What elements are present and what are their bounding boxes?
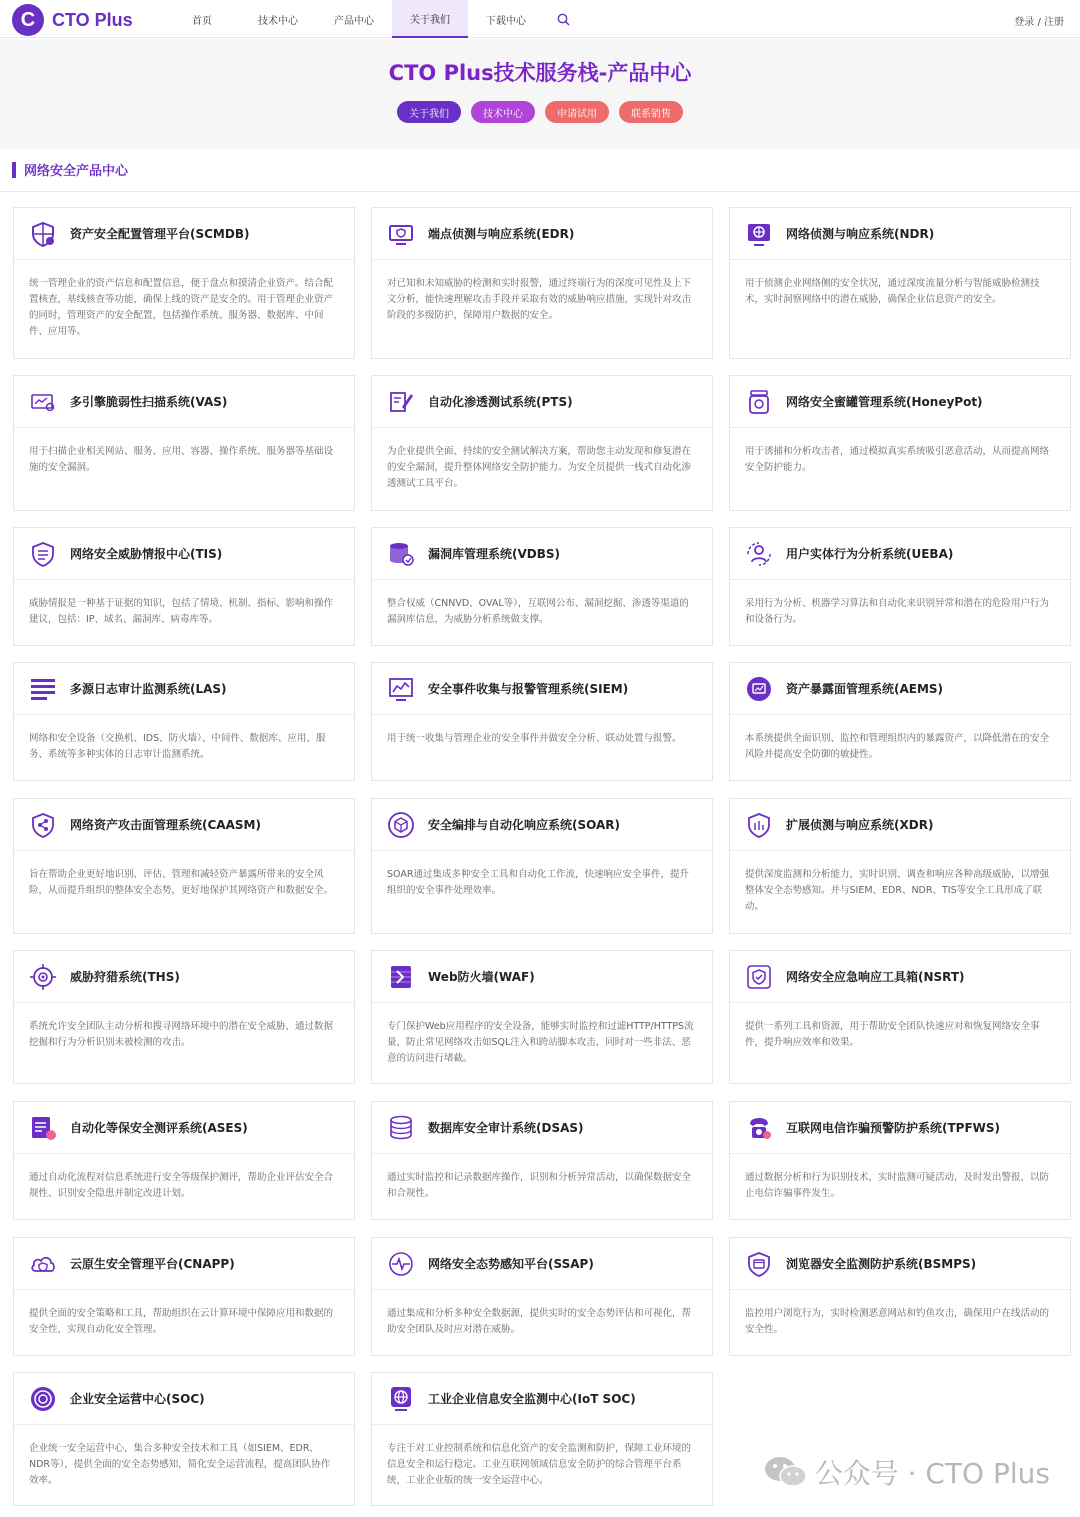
product-card-header bbox=[730, 1238, 1070, 1290]
product-card[interactable] bbox=[13, 662, 355, 781]
product-card-description: 通过集成和分析多种安全数据源，提供实时的安全态势评估和可视化，帮助安全团队及时应对潜在威胁。 bbox=[387, 1308, 692, 1335]
about-us-button[interactable]: 关于我们 bbox=[397, 101, 461, 123]
logo-text: CTO Plus bbox=[52, 9, 133, 30]
situation-pulse-icon bbox=[387, 1250, 415, 1278]
product-card-header bbox=[372, 208, 712, 260]
product-card-header bbox=[372, 376, 712, 428]
event-chart-icon bbox=[387, 675, 415, 703]
database-audit-icon bbox=[387, 1114, 415, 1142]
pentest-icon bbox=[387, 388, 415, 416]
product-card-header bbox=[372, 799, 712, 851]
product-card-header bbox=[372, 1238, 712, 1290]
honeypot-icon bbox=[745, 388, 773, 416]
browser-shield-icon bbox=[745, 1250, 773, 1278]
logo[interactable] bbox=[12, 4, 133, 36]
tech-center-button[interactable]: 技术中心 bbox=[471, 101, 535, 123]
product-card-title[interactable]: Web防火墙(WAF) bbox=[428, 970, 535, 984]
product-card[interactable] bbox=[371, 1372, 713, 1506]
product-card[interactable] bbox=[13, 950, 355, 1084]
product-card[interactable] bbox=[13, 1237, 355, 1356]
product-card[interactable] bbox=[371, 950, 713, 1084]
product-card-title[interactable]: 网络侦测与响应系统(NDR) bbox=[786, 227, 935, 241]
product-card-title[interactable]: 扩展侦测与响应系统(XDR) bbox=[786, 818, 934, 832]
endpoint-monitor-icon bbox=[387, 220, 415, 248]
product-card-description: 统一管理企业的资产信息和配置信息，便于盘点和摸清企业资产。结合配置核查，基线核查等功能，确保上线的资产是安全的。用于管理企业资产的同时，管理资产的安全配置，包括操作系统、服务器、数据库、中间件、应用等。 bbox=[29, 278, 334, 337]
product-card-header bbox=[14, 1238, 354, 1290]
threat-intel-icon bbox=[29, 540, 57, 568]
section-title: 网络安全产品中心 bbox=[24, 164, 129, 179]
product-card-header bbox=[14, 528, 354, 580]
product-card[interactable] bbox=[13, 527, 355, 646]
log-list-icon bbox=[29, 675, 57, 703]
product-card[interactable] bbox=[371, 207, 713, 359]
product-card-title[interactable]: 资产安全配置管理平台(SCMDB) bbox=[70, 227, 250, 241]
product-card-title[interactable]: 网络安全态势感知平台(SSAP) bbox=[428, 1257, 594, 1271]
product-card-title[interactable]: 云原生安全管理平台(CNAPP) bbox=[70, 1257, 235, 1271]
nav-tech-center[interactable]: 技术中心 bbox=[258, 15, 298, 27]
product-card-header bbox=[730, 951, 1070, 1003]
product-card-description: 提供全面的安全策略和工具，帮助组织在云计算环境中保障应用和数据的安全性，实现自动化安全管理。 bbox=[29, 1308, 334, 1335]
product-card-title[interactable]: 互联网电信诈骗预警防护系统(TPFWS) bbox=[786, 1121, 1001, 1135]
wechat-icon bbox=[763, 1454, 807, 1490]
product-card-header bbox=[14, 1373, 354, 1425]
product-card[interactable] bbox=[729, 207, 1071, 359]
network-monitor-icon bbox=[745, 220, 773, 248]
nav-home[interactable]: 首页 bbox=[192, 15, 212, 27]
product-card-description: 通过实时监控和记录数据库操作，识别和分析异常活动，以确保数据安全和合规性。 bbox=[387, 1172, 692, 1199]
product-card-header bbox=[730, 1102, 1070, 1154]
product-card-header bbox=[14, 376, 354, 428]
product-card-header bbox=[14, 799, 354, 851]
hero-banner bbox=[0, 39, 1080, 149]
product-card-description: 提供一系列工具和资源，用于帮助安全团队快速应对和恢复网络安全事件，提升响应效率和效果。 bbox=[745, 1021, 1040, 1048]
product-card[interactable] bbox=[729, 527, 1071, 646]
iot-globe-icon bbox=[387, 1385, 415, 1413]
product-card-description: 为企业提供全面、持续的安全测试解决方案，帮助您主动发现和修复潜在的安全漏洞，提升整体网络安全防护能力。为安全员提供一栈式自动化渗透测试工具平台。 bbox=[387, 446, 692, 489]
product-card-title[interactable]: 自动化渗透测试系统(PTS) bbox=[428, 395, 573, 409]
product-card-header bbox=[372, 528, 712, 580]
attack-surface-icon bbox=[29, 811, 57, 839]
login-register-link[interactable]: 登录 / 注册 bbox=[1014, 17, 1064, 28]
product-card[interactable] bbox=[13, 375, 355, 511]
firewall-icon bbox=[387, 963, 415, 991]
user-behavior-icon bbox=[745, 540, 773, 568]
product-card[interactable] bbox=[729, 662, 1071, 781]
product-card-title[interactable]: 网络安全蜜罐管理系统(HoneyPot) bbox=[786, 395, 983, 409]
product-card-title[interactable]: 端点侦测与响应系统(EDR) bbox=[428, 227, 575, 241]
product-card-title[interactable]: 多引擎脆弱性扫描系统(VAS) bbox=[70, 395, 228, 409]
product-card-title[interactable]: 多源日志审计监测系统(LAS) bbox=[70, 682, 227, 696]
product-card-description: 通过数据分析和行为识别技术，实时监测可疑活动，及时发出警报，以防止电信诈骗事件发生。 bbox=[745, 1172, 1050, 1199]
target-icon bbox=[29, 963, 57, 991]
product-card-title[interactable]: 漏洞库管理系统(VDBS) bbox=[428, 547, 561, 561]
product-card-header bbox=[14, 951, 354, 1003]
product-card[interactable] bbox=[371, 1237, 713, 1356]
product-card-description: 专注于对工业控制系统和信息化资产的安全监测和防护，保障工业环境的信息安全和运行稳定。工业互联网领域信息安全防护的综合管理平台系统，工业企业版的统一安全运营中心。 bbox=[387, 1443, 692, 1486]
product-card[interactable] bbox=[13, 207, 355, 359]
product-card-header bbox=[730, 799, 1070, 851]
product-card[interactable] bbox=[729, 1101, 1071, 1220]
section-divider bbox=[0, 191, 1080, 192]
product-card-description: 采用行为分析、机器学习算法和自动化来识别异常和潜在的危险用户行为和设备行为。 bbox=[745, 598, 1050, 625]
product-card-description: 用于诱捕和分析攻击者，通过模拟真实系统吸引恶意活动，从而提高网络安全防护能力。 bbox=[745, 446, 1050, 473]
product-card-description: SOAR通过集成多种安全工具和自动化工作流，快速响应安全事件，提升组织的安全事件处理效率。 bbox=[387, 869, 689, 896]
watermark-text: 公众号 · CTO Plus bbox=[814, 1457, 1050, 1490]
search-icon[interactable] bbox=[544, 0, 582, 38]
product-card-description: 网络和安全设备（交换机、IDS、防火墙）、中间件、数据库、应用、服务、系统等多种实体的日志审计监测系统。 bbox=[29, 733, 326, 760]
contact-sales-button[interactable]: 联系销售 bbox=[619, 101, 683, 123]
section-bar bbox=[12, 162, 16, 178]
nav-download-center[interactable]: 下载中心 bbox=[486, 15, 526, 27]
product-card-header bbox=[730, 663, 1070, 715]
product-card-description: 整合权威（CNNVD、OVAL等），互联网公布、漏洞挖掘、渗透等渠道的漏洞库信息，为威胁分析系统做支撑。 bbox=[387, 598, 689, 625]
product-card[interactable] bbox=[371, 798, 713, 934]
nav-product-center[interactable]: 产品中心 bbox=[334, 15, 374, 27]
product-card[interactable] bbox=[371, 527, 713, 646]
product-card-description: 监控用户浏览行为，实时检测恶意网站和钓鱼攻击，确保用户在线活动的安全性。 bbox=[745, 1308, 1050, 1335]
product-card-description: 对已知和未知威胁的检测和实时报警，通过终端行为的深度可见性及上下文分析，能快速理解攻击手段并采取有效的威胁响应措施，实现针对攻击阶段的多级防护，保障用户数据的安全。 bbox=[387, 278, 692, 321]
product-card-title[interactable]: 自动化等保安全测评系统(ASES) bbox=[70, 1121, 248, 1135]
compliance-icon bbox=[29, 1114, 57, 1142]
product-card-description: 用于统一收集与管理企业的安全事件并做安全分析、联动处置与报警。 bbox=[387, 733, 682, 744]
product-card-title[interactable]: 安全事件收集与报警管理系统(SIEM) bbox=[428, 682, 629, 696]
product-card-description: 专门保护Web应用程序的安全设备，能够实时监控和过滤HTTP/HTTPS流量，防止常见网络攻击如SQL注入和跨站脚本攻击，同时对一些非法、恶意的访问进行堵截。 bbox=[387, 1021, 694, 1064]
product-card-title[interactable]: 工业企业信息安全监测中心(IoT SOC) bbox=[428, 1392, 636, 1406]
product-card-title[interactable]: 网络安全应急响应工具箱(NSRT) bbox=[786, 970, 965, 984]
product-card-header bbox=[730, 376, 1070, 428]
product-card-title[interactable]: 网络资产攻击面管理系统(CAASM) bbox=[70, 818, 261, 832]
orchestration-icon bbox=[387, 811, 415, 839]
page-title: CTO Plus技术服务栈-产品中心 bbox=[388, 61, 692, 85]
product-card[interactable] bbox=[13, 798, 355, 934]
product-card[interactable] bbox=[729, 375, 1071, 511]
product-card-title[interactable]: 资产暴露面管理系统(AEMS) bbox=[786, 682, 944, 696]
product-card-header bbox=[372, 1373, 712, 1425]
soc-ring-icon bbox=[29, 1385, 57, 1413]
logo-mark-icon: C bbox=[12, 4, 44, 36]
product-card-header bbox=[14, 1102, 354, 1154]
product-card-header bbox=[14, 208, 354, 260]
product-card[interactable] bbox=[371, 662, 713, 781]
emergency-shield-icon bbox=[745, 963, 773, 991]
xdr-shield-icon bbox=[745, 811, 773, 839]
product-card-header bbox=[14, 663, 354, 715]
cloud-shield-icon bbox=[29, 1250, 57, 1278]
product-card-title[interactable]: 企业安全运营中心(SOC) bbox=[70, 1392, 205, 1406]
product-card-header bbox=[372, 951, 712, 1003]
product-card-title[interactable]: 用户实体行为分析系统(UEBA) bbox=[786, 547, 954, 561]
product-card-title[interactable]: 安全编排与自动化响应系统(SOAR) bbox=[428, 818, 621, 832]
product-card-description: 提供深度监测和分析能力，实时识别、调查和响应各种高级威胁，以增强整体安全态势感知。并与SIEM、EDR、NDR、TIS等安全工具形成了联动。 bbox=[745, 869, 1050, 912]
product-card-description: 企业统一安全运营中心，集合多种安全技术和工具（如SIEM、EDR、NDR等），提供全面的安全态势感知，简化安全运营流程，提高团队协作效率。 bbox=[29, 1443, 331, 1486]
product-card[interactable] bbox=[371, 375, 713, 511]
product-card[interactable] bbox=[729, 950, 1071, 1084]
vuln-database-icon bbox=[387, 540, 415, 568]
product-card-header bbox=[372, 1102, 712, 1154]
product-card-header bbox=[372, 663, 712, 715]
product-card-title[interactable]: 网络安全威胁情报中心(TIS) bbox=[70, 547, 223, 561]
product-card-description: 用于扫描企业相关网站、服务、应用、容器、操作系统、服务器等基础设施的安全漏洞。 bbox=[29, 446, 334, 473]
product-card-description: 威胁情报是一种基于证据的知识，包括了情境、机制、指标、影响和操作建议，包括：IP、域名、漏洞库、病毒库等。 bbox=[29, 598, 334, 625]
product-card-description: 旨在帮助企业更好地识别、评估、管理和减轻资产暴露所带来的安全风险，从而提升组织的整体安全态势，更好地保护其网络资产和数据安全。 bbox=[29, 869, 334, 896]
apply-trial-button[interactable]: 申请试用 bbox=[545, 101, 609, 123]
watermark bbox=[763, 1452, 1050, 1492]
nav-about-us[interactable]: 关于我们 bbox=[392, 0, 468, 38]
product-card-header bbox=[730, 208, 1070, 260]
product-card-title[interactable]: 浏览器安全监测防护系统(BSMPS) bbox=[786, 1257, 977, 1271]
product-card-description: 本系统提供全面识别、监控和管理组织内的暴露资产，以降低潜在的安全风险并提高安全防御的敏捷性。 bbox=[745, 733, 1050, 760]
shield-config-icon bbox=[29, 220, 57, 248]
product-card-description: 用于侦测企业网络侧的安全状况，通过深度流量分析与智能威胁检测技术，实时洞察网络中的潜在威胁，确保企业信息资产的安全。 bbox=[745, 278, 1040, 305]
product-card-header bbox=[730, 528, 1070, 580]
main-nav bbox=[164, 0, 582, 38]
hero-button-group bbox=[0, 101, 1080, 123]
section-header bbox=[12, 160, 128, 179]
top-navbar bbox=[0, 0, 1080, 38]
product-card-description: 系统允许安全团队主动分析和搜寻网络环境中的潜在安全威胁，通过数据挖掘和行为分析识别未被检测的攻击。 bbox=[29, 1021, 334, 1048]
product-card[interactable] bbox=[371, 1101, 713, 1220]
exposure-icon bbox=[745, 675, 773, 703]
product-card-title[interactable]: 数据库安全审计系统(DSAS) bbox=[428, 1121, 584, 1135]
product-card[interactable] bbox=[729, 1237, 1071, 1356]
scanner-icon bbox=[29, 388, 57, 416]
product-card[interactable] bbox=[13, 1372, 355, 1506]
product-card-title[interactable]: 威胁狩猎系统(THS) bbox=[70, 970, 180, 984]
product-card[interactable] bbox=[729, 798, 1071, 934]
product-card-description: 通过自动化流程对信息系统进行安全等级保护测评，帮助企业评估安全合规性、识别安全隐患并制定改进计划。 bbox=[29, 1172, 334, 1199]
phone-alert-icon bbox=[745, 1114, 773, 1142]
product-card[interactable] bbox=[13, 1101, 355, 1220]
